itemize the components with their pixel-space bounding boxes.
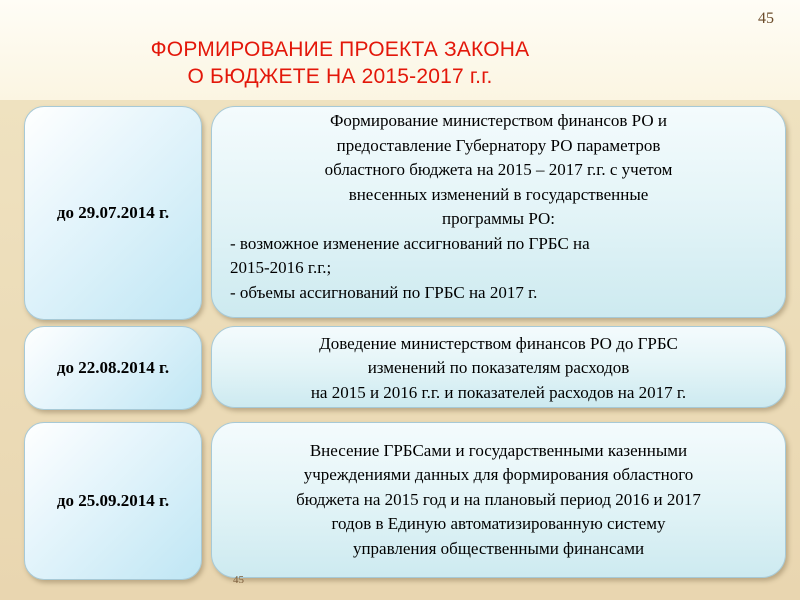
date-box-3 xyxy=(24,422,202,580)
page-title xyxy=(130,36,550,90)
description-1-line: областного бюджета на 2015 – 2017 г.г. с учетом xyxy=(324,160,673,179)
description-1-line: программы РО: xyxy=(442,209,555,228)
date-box-1 xyxy=(24,106,202,320)
description-2-text xyxy=(311,332,686,406)
description-box-1 xyxy=(211,106,786,318)
description-1-lead xyxy=(230,109,767,232)
date-label-1: до 29.07.2014 г. xyxy=(56,203,170,222)
description-3-line: учреждениями данных для формирования областного xyxy=(303,465,694,485)
description-3-line: Внесение ГРБСами и государственными казенными xyxy=(309,440,688,460)
description-3-text xyxy=(296,439,701,562)
date-box-2 xyxy=(24,326,202,410)
description-2-line: на 2015 и 2016 г.г. и показателей расходов на 2017 г. xyxy=(310,382,687,402)
description-1-line: внесенных изменений в государственные xyxy=(348,184,649,204)
description-box-3 xyxy=(211,422,786,578)
description-1-line: предоставление Губернатору РО параметров xyxy=(336,135,661,155)
description-1-bullet: - объемы ассигнований по ГРБС на 2017 г. xyxy=(230,282,538,302)
title-line-1: ФОРМИРОВАНИЕ ПРОЕКТА ЗАКОНА xyxy=(150,38,530,61)
description-1-bullet: - возможное изменение ассигнований по ГРБС на xyxy=(230,233,590,253)
slide-number: 45 xyxy=(758,10,774,27)
slide-number-footer: 45 xyxy=(233,574,244,586)
description-1-bullet: 2015-2016 г.г.; xyxy=(230,258,332,277)
description-2-line: Доведение министерством финансов РО до ГРБС xyxy=(319,333,678,353)
description-3-line: управления общественными финансами xyxy=(352,538,645,558)
description-3-line: годов в Единую автоматизированную систему xyxy=(331,514,666,534)
title-line-2: О БЮДЖЕТЕ НА 2015-2017 г.г. xyxy=(187,65,493,88)
description-1-line: Формирование министерством финансов РО и xyxy=(330,111,667,130)
date-label-3: до 25.09.2014 г. xyxy=(56,491,170,510)
description-1-bullets xyxy=(230,232,767,306)
description-box-2 xyxy=(211,326,786,408)
description-2-line: изменений по показателям расходов xyxy=(367,358,630,378)
description-3-line: бюджета на 2015 год и на плановый период 2016 и 2017 xyxy=(296,489,701,509)
date-label-2: до 22.08.2014 г. xyxy=(56,358,170,377)
